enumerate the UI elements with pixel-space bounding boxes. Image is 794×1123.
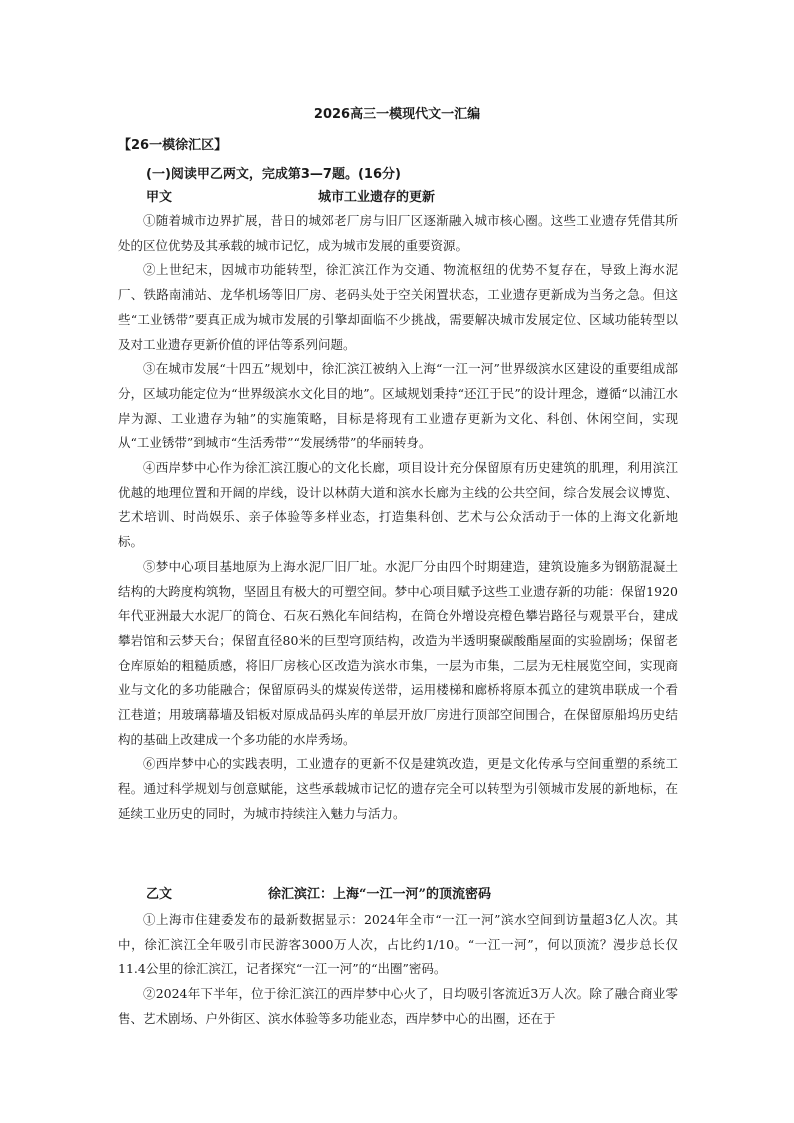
text-a-header xyxy=(146,186,686,206)
paragraph: ①上海市住建委发布的最新数据显示：2024年全市“一江一河”滨水空间到访量超3亿人次。其中，徐汇滨江全年吸引市民游客3000万人次，占比约1/10。“一江一河”，何以顶流？漫步总长仅11.4公里的徐汇滨江，记者探究“一江一河”的“出圈”密码。 xyxy=(118,912,678,977)
paragraph: ③在城市发展“十四五”规划中，徐汇滨江被纳入上海“一江一河”世界级滨水区建设的重要组成部分，区域功能定位为“世界级滨水文化目的地”。区域规划秉持“还江于民”的设计理念，遵循“以浦江水岸为源、工业遗存为轴”的实施策略，目标是将现有工业遗存更新为文化、科创、休闲空间，实现从“工业锈带”到城市“生活秀带”“发展绣带”的华丽转身。 xyxy=(118,361,678,451)
text-a-label: 甲文 xyxy=(146,190,173,205)
text-a-body xyxy=(118,209,678,827)
paragraph: ⑥西岸梦中心的实践表明，工业遗存的更新不仅是建筑改造，更是文化传承与空间重塑的系统工程。通过科学规划与创意赋能，这些承载城市记忆的遗存完全可以转型为引领城市发展的新地标，在延续工业历史的同时，为城市持续注入魅力与活力。 xyxy=(118,756,678,821)
text-b-label: 乙文 xyxy=(146,887,173,902)
paragraph: ②2024年下半年，位于徐汇滨江的西岸梦中心火了，日均吸引客流近3万人次。除了融合商业零售、艺术剧场、户外街区、滨水体验等多功能业态，西岸梦中心的出圈，还在于 xyxy=(118,986,678,1026)
text-b-title: 徐汇滨江：上海“一江一河”的顶流密码 xyxy=(268,887,491,902)
paragraph: ②上世纪末，因城市功能转型，徐汇滨江作为交通、物流枢纽的优势不复存在，导致上海水泥厂、铁路南浦站、龙华机场等旧厂房、老码头处于空关闲置状态，工业遗存更新成为当务之急。但这些“工业锈带”要真正成为城市发展的引擎却面临不少挑战，需要解决城市发展定位、区域功能转型以及对工业遗存更新价值的评估等系列问题。 xyxy=(118,262,678,352)
paragraph: ①随着城市边界扩展，昔日的城郊老厂房与旧厂区逐渐融入城市核心圈。这些工业遗存凭借其所处的区位优势及其承载的城市记忆，成为城市发展的重要资源。 xyxy=(118,213,678,253)
paragraph: ④西岸梦中心作为徐汇滨江腹心的文化长廊，项目设计充分保留原有历史建筑的肌理，利用滨江优越的地理位置和开阔的岸线，设计以林荫大道和滨水长廊为主线的公共空间，综合发展会议博览、艺术培训、时尚娱乐、亲子体验等多样业态，打造集科创、艺术与公众活动于一体的上海文化新地标。 xyxy=(118,460,678,550)
document-title: 2026高三一模现代文一汇编 xyxy=(313,107,481,122)
text-a-title: 城市工业遗存的更新 xyxy=(318,190,436,205)
part-heading: (一)阅读甲乙两文，完成第3—7题。(16分) xyxy=(146,167,401,182)
text-b-header xyxy=(146,883,686,903)
paragraph: ⑤梦中心项目基地原为上海水泥厂旧厂址。水泥厂分由四个时期建造，建筑设施多为钢筋混凝土结构的大跨度构筑物，坚固且有极大的可塑空间。梦中心项目赋予这些工业遗存新的功能：保留1920年代亚洲最大水泥厂的筒仓、石灰石熟化车间结构，在筒仓外增设亮橙色攀岩路径与观景平台，建成攀岩馆和云梦天台；保留直径80米的巨型穹顶结构，改造为半透明聚碳酸酯屋面的实验剧场；保留老仓库原始的粗糙质感，将旧厂房核心区改造为滨水市集，一层为市集，二层为无柱展览空间，实现商业与文化的多功能融合；保留原码头的煤炭传送带，运用楼梯和廊桥将原本孤立的建筑串联成一个看江巷道；用玻璃幕墙及铝板对原成品码头库的单层开放厂房进行顶部空间围合，在保留原船坞历史结构的基础上改建成一个多功能的水岸秀场。 xyxy=(118,558,678,747)
text-b-body xyxy=(118,908,678,1032)
section-heading: 【26一模徐汇区】 xyxy=(118,138,228,153)
